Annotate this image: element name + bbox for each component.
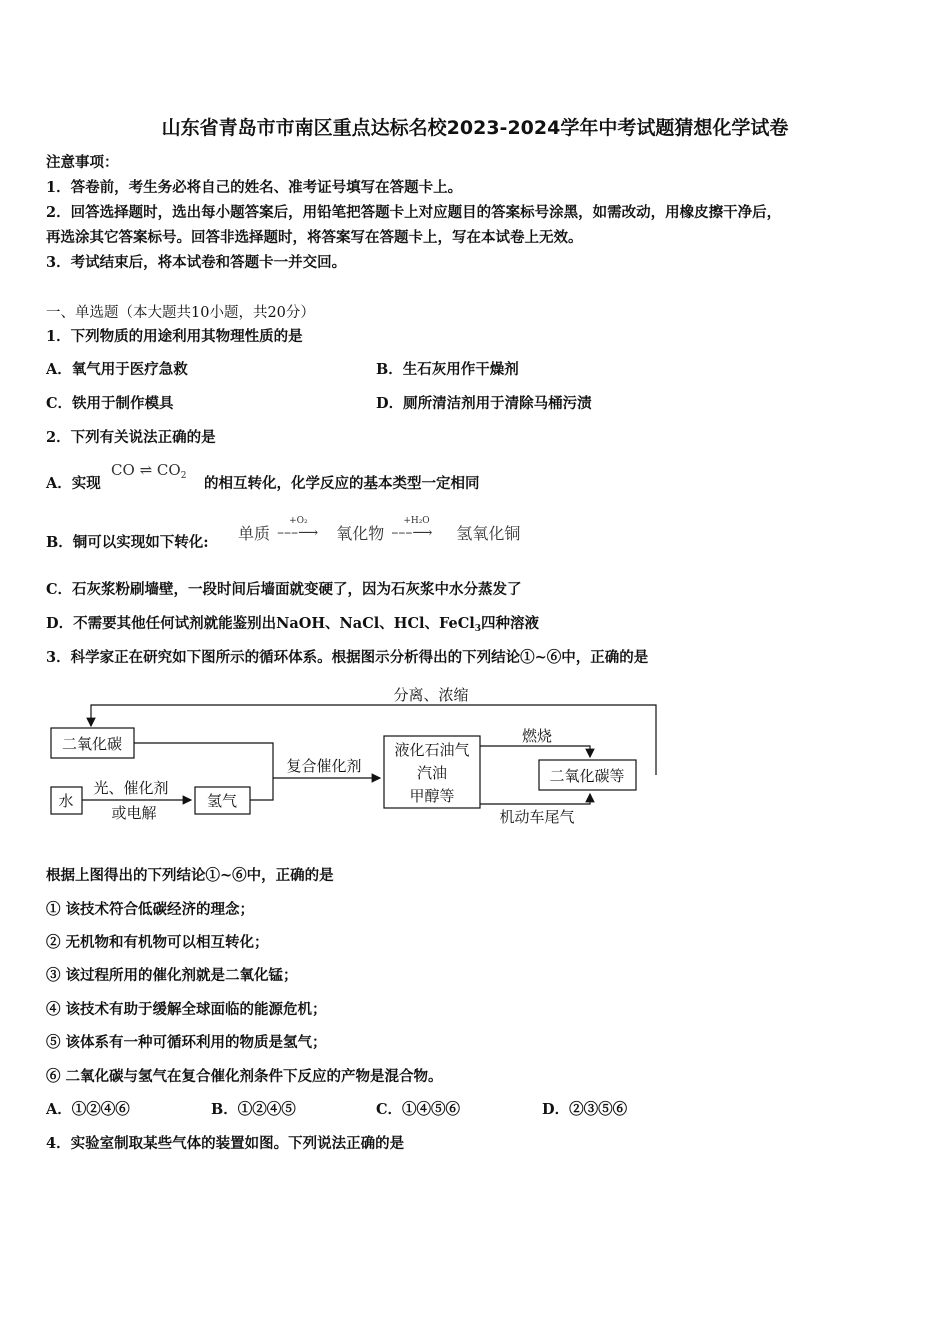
- q2-b-conversion: [238, 516, 521, 544]
- label-separate-concentrate: 分离、浓缩: [393, 686, 469, 704]
- q2-d-tail: 四种溶液: [481, 615, 540, 632]
- section-heading: 一、单选题（本大题共10小题，共20分）: [46, 305, 315, 321]
- q2-d-subscript: 3: [474, 624, 482, 634]
- q3-item-6: ⑥ 二氧化碳与氢气在复合催化剂条件下反应的产物是混合物。: [46, 1068, 443, 1085]
- q2-stem: 2．下列有关说法正确的是: [46, 429, 216, 446]
- q3-item-1: ① 该技术符合低碳经济的理念；: [46, 901, 255, 918]
- q2-option-c: C．石灰浆粉刷墙壁，一段时间后墙面就变硬了，因为石灰浆中水分蒸发了: [46, 581, 522, 598]
- reaction-arrow-1: [275, 516, 331, 541]
- formula-co: CO: [111, 461, 135, 479]
- q2-option-a: [46, 474, 101, 494]
- q1-option-c: C．铁用于制作模具: [46, 395, 174, 412]
- co2-feed-line: [134, 743, 273, 778]
- reaction-arrow-2: [389, 516, 451, 541]
- q3-lead: 根据上图得出的下列结论①~⑥中，正确的是: [46, 867, 334, 884]
- label-lpg: 液化石油气: [394, 741, 470, 759]
- q3-item-2: ② 无机物和有机物可以相互转化；: [46, 934, 269, 951]
- label-combustion: 燃烧: [521, 727, 553, 745]
- q3-item-3: ③ 该过程所用的催化剂就是二氧化锰；: [46, 967, 298, 984]
- q1-stem: 1．下列物质的用途利用其物理性质的是: [46, 328, 303, 345]
- recycle-arrow: [91, 705, 656, 775]
- q2-a-formula: [111, 461, 186, 481]
- equilibrium-arrow-icon: ⇌: [139, 461, 153, 479]
- label-h2: 氢气: [206, 792, 238, 810]
- reagent-h2o: +H₂O: [403, 516, 430, 526]
- label-light-catalyst: 光、催化剂: [93, 779, 169, 797]
- q3-option-b: B．①②④⑤: [211, 1101, 296, 1118]
- conv-hydroxide: 氢氧化铜: [456, 524, 521, 543]
- q1-option-d: D．厕所清洁剂用于清除马桶污渍: [376, 395, 592, 412]
- q4-stem: 4．实验室制取某些气体的装置如图。下列说法正确的是: [46, 1135, 405, 1152]
- q3-item-4: ④ 该技术有助于缓解全球面临的能源危机；: [46, 1001, 327, 1018]
- label-exhaust: 机动车尾气: [499, 808, 575, 826]
- notice-item-2-cont: 再选涂其它答案标号。回答非选择题时，将答案写在答题卡上，写在本试卷上无效。: [46, 229, 583, 246]
- label-gasoline: 汽油: [416, 764, 448, 782]
- label-methanol: 甲醇等: [409, 787, 455, 805]
- label-co2-etc: 二氧化碳等: [549, 767, 625, 785]
- label-electrolysis: 或电解: [111, 804, 157, 822]
- label-water: 水: [58, 792, 74, 810]
- combustion-arrow: [480, 746, 590, 757]
- formula-co2: CO: [156, 461, 181, 479]
- exhaust-arrow: [480, 794, 590, 804]
- long-arrow-icon: –––⟶: [391, 525, 433, 541]
- q2-a-prefix: A．实现: [46, 475, 101, 492]
- notice-item-3: 3．考试结束后，将本试卷和答题卡一并交回。: [46, 254, 347, 271]
- q2-d-text: D．不需要其他任何试剂就能鉴别出NaOH、NaCl、HCl、FeCl: [46, 615, 475, 632]
- reagent-o2: +O₂: [289, 516, 308, 526]
- q1-option-a: A．氧气用于医疗急救: [46, 361, 188, 378]
- q3-item-5: ⑤ 该体系有一种可循环利用的物质是氢气；: [46, 1034, 327, 1051]
- q2-a-suffix: 的相互转化，化学反应的基本类型一定相同: [204, 475, 480, 492]
- q2-option-d: [46, 614, 539, 639]
- q3-option-c: C．①④⑤⑥: [376, 1101, 461, 1118]
- notice-item-1: 1．答卷前，考生务必将自己的姓名、准考证号填写在答题卡上。: [46, 179, 463, 196]
- q3-stem: 3．科学家正在研究如下图所示的循环体系。根据图示分析得出的下列结论①~⑥中，正确的是: [46, 649, 649, 666]
- long-arrow-icon: –––⟶: [277, 525, 319, 541]
- label-composite-catalyst: 复合催化剂: [286, 757, 362, 775]
- q3-option-d: D．②③⑤⑥: [542, 1101, 628, 1118]
- notice-item-2: 2．回答选择题时，选出每小题答案后，用铅笔把答题卡上对应题目的答案标号涂黑，如需改动，用橡皮擦干净后，: [46, 204, 782, 221]
- paper-title: 山东省青岛市市南区重点达标名校2023-2024学年中考试题猜想化学试卷: [161, 117, 789, 139]
- notice-heading: 注意事项：: [46, 154, 119, 171]
- q2-b-prefix: B．铜可以实现如下转化:: [46, 534, 209, 551]
- q1-option-b: B．生石灰用作干燥剂: [376, 361, 519, 378]
- conv-elemental: 单质: [238, 524, 271, 543]
- conv-oxide: 氧化物: [336, 524, 385, 543]
- q3-option-a: A．①②④⑥: [46, 1101, 130, 1118]
- formula-co2-subscript: 2: [180, 471, 187, 481]
- h2-feed-line: [250, 778, 273, 800]
- label-co2: 二氧化碳: [61, 735, 123, 753]
- q3-cycle-diagram: [0, 680, 950, 840]
